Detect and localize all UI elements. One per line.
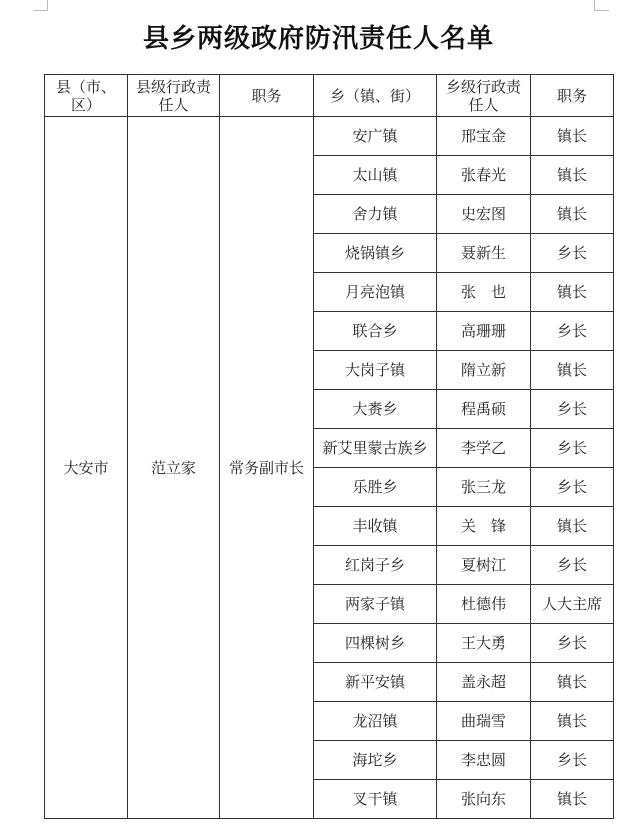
town-cell: 乐胜乡 (314, 468, 437, 507)
town-position-cell: 乡长 (531, 312, 614, 351)
responsibility-table (44, 74, 614, 819)
town-position-cell: 镇长 (531, 351, 614, 390)
town-position-cell: 乡长 (531, 468, 614, 507)
town-cell: 烧锅镇乡 (314, 234, 437, 273)
town-leader-cell: 杜德伟 (437, 585, 531, 624)
town-leader-cell: 张三龙 (437, 468, 531, 507)
town-position-cell: 乡长 (531, 624, 614, 663)
town-leader-cell: 曲瑞雪 (437, 702, 531, 741)
town-leader-cell: 高珊珊 (437, 312, 531, 351)
town-leader-cell: 李学乙 (437, 429, 531, 468)
table-header (45, 75, 614, 117)
town-cell: 海坨乡 (314, 741, 437, 780)
header-row (45, 75, 614, 117)
town-cell: 舍力镇 (314, 195, 437, 234)
town-position-cell: 镇长 (531, 663, 614, 702)
county-name-cell: 大安市 (45, 117, 128, 819)
town-leader-cell: 张向东 (437, 780, 531, 819)
page-corner-mark-right (594, 0, 609, 11)
town-cell: 丰收镇 (314, 507, 437, 546)
town-position-cell: 镇长 (531, 507, 614, 546)
town-cell: 大岗子镇 (314, 351, 437, 390)
town-position-cell: 镇长 (531, 156, 614, 195)
town-cell: 太山镇 (314, 156, 437, 195)
page-title: 县乡两级政府防汛责任人名单 (142, 24, 494, 54)
header-county: 县（市、区） (45, 75, 128, 117)
town-cell: 红岗子乡 (314, 546, 437, 585)
header-county-position: 职务 (220, 75, 314, 117)
town-leader-cell: 李忠圆 (437, 741, 531, 780)
county-leader-cell: 范立家 (128, 117, 220, 819)
town-leader-cell: 关 锋 (437, 507, 531, 546)
header-town: 乡（镇、街） (314, 75, 437, 117)
town-cell: 叉干镇 (314, 780, 437, 819)
town-position-cell: 乡长 (531, 429, 614, 468)
header-town-position: 职务 (531, 75, 614, 117)
town-cell: 联合乡 (314, 312, 437, 351)
town-cell: 两家子镇 (314, 585, 437, 624)
town-position-cell: 镇长 (531, 117, 614, 156)
header-town-leader: 乡级行政责任人 (437, 75, 531, 117)
town-leader-cell: 史宏图 (437, 195, 531, 234)
town-leader-cell: 邢宝金 (437, 117, 531, 156)
town-position-cell: 乡长 (531, 390, 614, 429)
town-leader-cell: 程禹硕 (437, 390, 531, 429)
town-cell: 新艾里蒙古族乡 (314, 429, 437, 468)
town-leader-cell: 隋立新 (437, 351, 531, 390)
town-position-cell: 乡长 (531, 234, 614, 273)
town-cell: 四棵树乡 (314, 624, 437, 663)
header-county-leader: 县级行政责任人 (128, 75, 220, 117)
town-leader-cell: 夏树江 (437, 546, 531, 585)
table-body (45, 117, 614, 819)
town-leader-cell: 盖永超 (437, 663, 531, 702)
town-cell: 安广镇 (314, 117, 437, 156)
town-position-cell: 镇长 (531, 273, 614, 312)
town-leader-cell: 张春光 (437, 156, 531, 195)
town-position-cell: 乡长 (531, 546, 614, 585)
town-position-cell: 乡长 (531, 741, 614, 780)
town-leader-cell: 王大勇 (437, 624, 531, 663)
town-cell: 月亮泡镇 (314, 273, 437, 312)
town-cell: 大赉乡 (314, 390, 437, 429)
town-leader-cell: 聂新生 (437, 234, 531, 273)
town-leader-cell: 张 也 (437, 273, 531, 312)
town-position-cell: 人大主席 (531, 585, 614, 624)
town-cell: 新平安镇 (314, 663, 437, 702)
town-position-cell: 镇长 (531, 195, 614, 234)
town-cell: 龙沼镇 (314, 702, 437, 741)
county-position-cell: 常务副市长 (220, 117, 314, 819)
table-row (45, 117, 614, 156)
page-corner-mark-left (33, 0, 48, 11)
town-position-cell: 镇长 (531, 780, 614, 819)
town-position-cell: 镇长 (531, 702, 614, 741)
